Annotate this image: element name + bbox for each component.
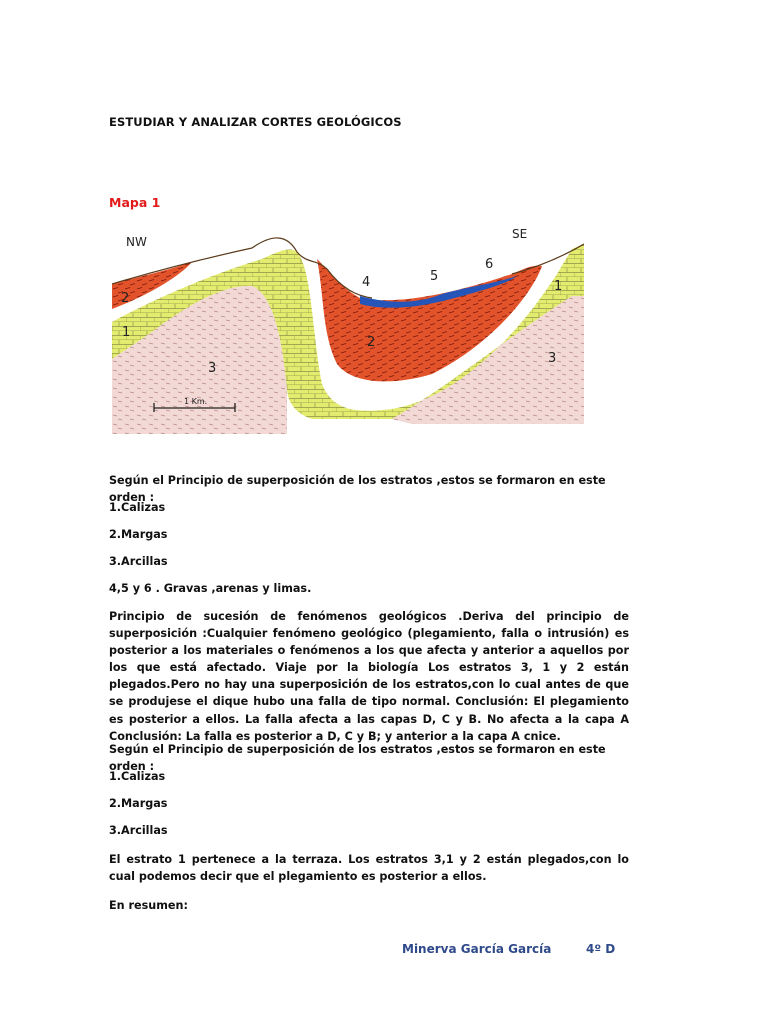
list-1-item-4: 4,5 y 6 . Gravas ,arenas y limas. <box>109 582 312 595</box>
layer-label-6: 6 <box>485 257 494 272</box>
footer-author: Minerva García García <box>402 942 552 956</box>
layer-label-2-center: 2 <box>367 335 376 350</box>
list-2-item-3: 3.Arcillas <box>109 824 168 837</box>
list-2-item-1: 1.Calizas <box>109 770 166 783</box>
orientation-nw: NW <box>126 235 147 249</box>
map-label: Mapa 1 <box>109 195 161 210</box>
intro-2: Según el Principio de superposición de los estratos ,estos se formaron en este orden : <box>109 743 606 773</box>
layer-label-5: 5 <box>430 269 439 284</box>
list-1-item-2: 2.Margas <box>109 528 168 541</box>
orientation-se: SE <box>512 227 528 241</box>
paragraph-2: El estrato 1 pertenece a la terraza. Los estratos 3,1 y 2 están plegados,con lo cual podemos decir que el plegamiento es posterior a ellos. <box>109 853 629 884</box>
layer-label-3-right: 3 <box>548 351 557 366</box>
layer-label-3-left: 3 <box>208 361 217 376</box>
scale-label: 1 Km. <box>184 397 208 406</box>
layer-label-1-left: 1 <box>122 325 131 340</box>
list-2-item-2: 2.Margas <box>109 797 168 810</box>
summary-heading: En resumen: <box>109 899 188 912</box>
document-title: ESTUDIAR Y ANALIZAR CORTES GEOLÓGICOS <box>109 115 402 129</box>
layer-label-4: 4 <box>362 275 371 290</box>
paragraph-1: Principio de sucesión de fenómenos geológicos .Deriva del principio de superposición :Cualquier fenómeno geológico (plegamiento, falla o intrusión) es posterior a los materiales o fenómenos a los que afecta y anterior a aquellos por los que está afectado. Viaje por la biología Los estratos 3, 1 y 2 están plegados.Pero no hay una superposición de los estratos,con lo cual antes de que se produjese el dique hubo una falla de tipo normal. Conclusión: El plegamiento es posterior a ellos. La falla afecta a las capas D, C y B. No afecta a la capa A Conclusión: La falla es posterior a D, C y B; y anterior a la capa A cnice. <box>109 610 629 743</box>
layer-label-2-left: 2 <box>121 291 130 306</box>
intro-1: Según el Principio de superposición de los estratos ,estos se formaron en este orden : <box>109 474 606 504</box>
list-1-item-1: 1.Calizas <box>109 501 166 514</box>
list-1-item-3: 3.Arcillas <box>109 555 168 568</box>
geological-cross-section <box>112 214 584 434</box>
footer-class: 4º D <box>586 942 616 956</box>
layer-label-1-right: 1 <box>554 279 563 294</box>
